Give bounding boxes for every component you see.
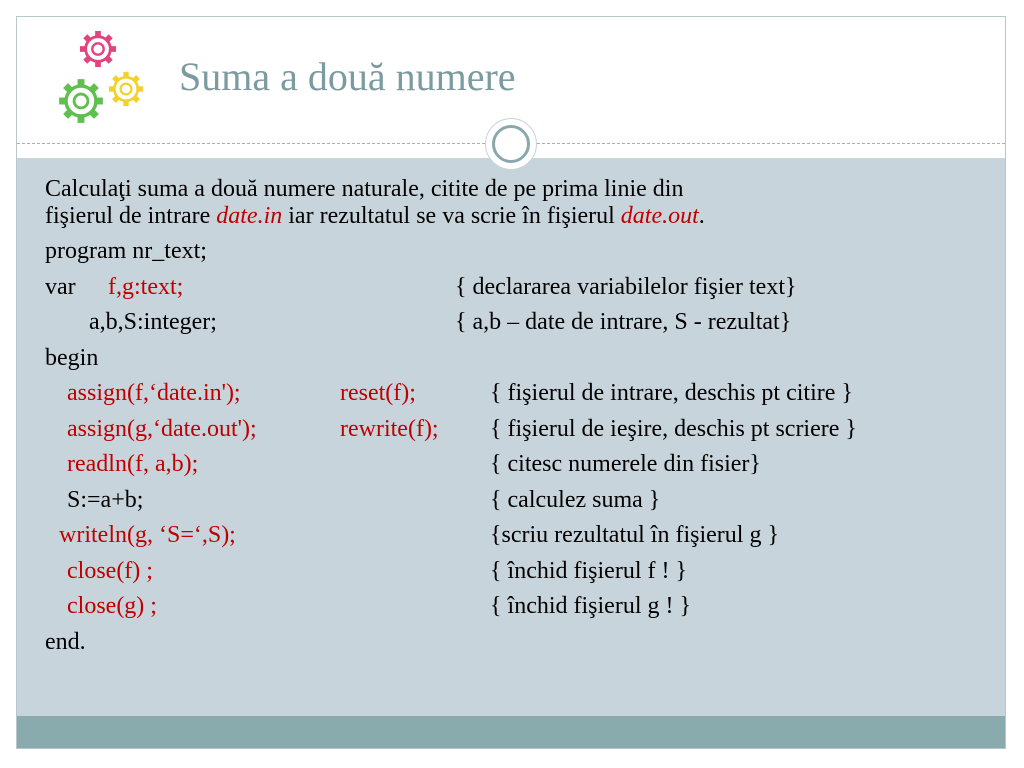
code-comment: {scriu rezultatul în fişierul g } bbox=[490, 522, 779, 548]
code-line-close-f bbox=[45, 558, 985, 594]
code-comment: { a,b – date de intrare, S - rezultat} bbox=[455, 309, 792, 335]
code-keyword: end. bbox=[45, 628, 86, 655]
code-statement: readln(f, a,b); bbox=[67, 451, 199, 477]
code-text: S:=a+b; bbox=[67, 486, 144, 513]
footer-band bbox=[17, 716, 1005, 748]
slide-title: Suma a două numere bbox=[179, 54, 516, 99]
code-comment: { fişierul de intrare, deschis pt citire } bbox=[490, 380, 853, 406]
intro-text: iar rezultatul se va scrie în fişierul bbox=[282, 203, 621, 229]
code-statement: rewrite(f); bbox=[340, 415, 439, 442]
divider-circle-icon bbox=[485, 118, 537, 170]
code-comment: { închid fişierul f ! } bbox=[490, 557, 687, 584]
code-statement: assign(g,‘date.out'); bbox=[67, 415, 257, 442]
problem-statement bbox=[45, 176, 985, 230]
code-line-sum bbox=[45, 487, 985, 523]
intro-text: fişierul de intrare bbox=[45, 203, 217, 229]
code-line-var bbox=[45, 274, 985, 310]
code-comment: { închid fişierul g ! } bbox=[490, 593, 691, 619]
slide-frame bbox=[16, 16, 1006, 749]
intro-text: . bbox=[698, 203, 705, 229]
code-line-writeln bbox=[45, 522, 985, 558]
code-line-integer bbox=[45, 309, 985, 345]
code-comment: { declararea variabilelor fişier text} bbox=[455, 273, 797, 300]
code-text: a,b,S:integer; bbox=[89, 309, 217, 335]
code-statement: f,g:text; bbox=[108, 273, 184, 300]
intro-line-1: Calculaţi suma a două numere naturale, citite de pe prima linie din bbox=[45, 176, 684, 202]
code-keyword: begin bbox=[45, 344, 99, 371]
file-out-name: date.out bbox=[620, 203, 699, 229]
code-line-program bbox=[45, 238, 985, 274]
code-text: program nr_text; bbox=[45, 238, 207, 264]
gears-logo-icon bbox=[43, 23, 155, 139]
code-statement: writeln(g, ‘S=‘,S); bbox=[59, 522, 236, 548]
code-comment: { citesc numerele din fisier} bbox=[490, 451, 761, 477]
code-line-close-g bbox=[45, 593, 985, 629]
file-in-name: date.in bbox=[216, 203, 283, 229]
code-keyword: var bbox=[45, 273, 76, 300]
code-statement: reset(f); bbox=[340, 380, 416, 406]
code-line-assign-g bbox=[45, 416, 985, 452]
code-statement: close(g) ; bbox=[67, 593, 157, 619]
code-line-end bbox=[45, 629, 985, 665]
code-comment: { fişierul de ieşire, deschis pt scriere } bbox=[490, 415, 857, 442]
code-statement: assign(f,‘date.in'); bbox=[67, 380, 241, 406]
code-line-begin bbox=[45, 345, 985, 381]
code-comment: { calculez suma } bbox=[490, 486, 661, 513]
divider-circle-inner bbox=[492, 125, 530, 163]
intro-line-2 bbox=[45, 203, 985, 230]
code-statement: close(f) ; bbox=[67, 557, 153, 584]
slide-content bbox=[17, 158, 1005, 716]
code-line-readln bbox=[45, 451, 985, 487]
code-line-assign-f bbox=[45, 380, 985, 416]
content-text bbox=[45, 176, 985, 664]
